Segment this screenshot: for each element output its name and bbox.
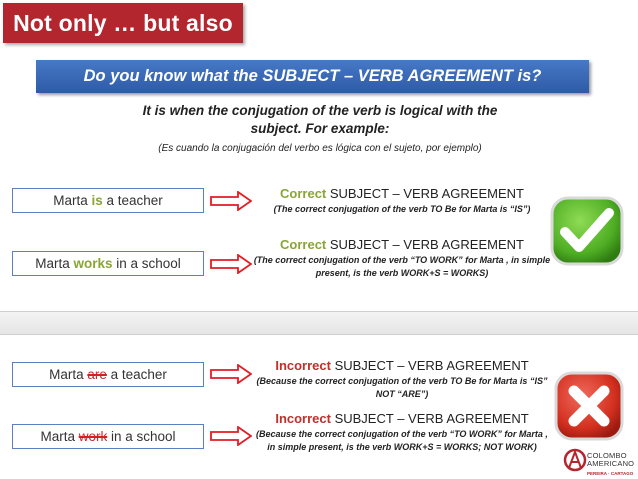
example-verb: is bbox=[91, 193, 103, 208]
example-sentence-4 bbox=[12, 424, 204, 449]
example-verb: work bbox=[78, 429, 108, 444]
check-icon bbox=[549, 195, 625, 267]
arrow-icon bbox=[210, 254, 252, 274]
status-label: Incorrect bbox=[275, 358, 331, 373]
definition-spanish: (Es cuando la conjugación del verbo es lógica con el sujeto, por ejemplo) bbox=[158, 143, 482, 154]
logo-text bbox=[587, 452, 634, 468]
example-verb-struck bbox=[87, 367, 107, 382]
result-label: SUBJECT – VERB AGREEMENT bbox=[326, 186, 524, 201]
result-note: (The correct conjugation of the verb “TO WORK” for Marta , in simple present, is the verb WORK+S = WORKS) bbox=[253, 255, 551, 278]
definition-english bbox=[110, 102, 530, 138]
definition-line-1: It is when the conjugation of the verb is logical with the bbox=[142, 103, 498, 118]
result-label: SUBJECT – VERB AGREEMENT bbox=[326, 237, 524, 252]
example-sentence-1 bbox=[12, 188, 204, 213]
status-label: Correct bbox=[280, 237, 327, 252]
example-sentence-3 bbox=[12, 362, 204, 387]
example-verb-struck bbox=[79, 429, 108, 444]
definition-line-2: subject. For example: bbox=[250, 121, 390, 136]
question-text: Do you know what the SUBJECT – VERB AGREEMENT is? bbox=[83, 67, 542, 85]
page-title: Not only … but also bbox=[13, 9, 233, 36]
result-label: SUBJECT – VERB AGREEMENT bbox=[330, 411, 529, 426]
example-post: in a school bbox=[112, 256, 181, 271]
arrow-icon bbox=[210, 364, 252, 384]
status-label: Incorrect bbox=[275, 411, 331, 426]
example-post: a teacher bbox=[102, 193, 163, 208]
question-banner bbox=[36, 60, 589, 93]
x-icon bbox=[553, 370, 625, 442]
arrow-icon bbox=[210, 426, 252, 446]
logo-line-2: AMERICANO bbox=[587, 459, 635, 468]
example-pre: Marta bbox=[49, 367, 88, 382]
example-pre: Marta bbox=[35, 256, 74, 271]
example-verb: are bbox=[87, 367, 107, 382]
example-pre: Marta bbox=[40, 429, 79, 444]
result-note: (Because the correct conjugation of the verb TO Be for Marta is “IS” NOT “ARE”) bbox=[256, 376, 548, 399]
result-4 bbox=[252, 411, 552, 454]
section-divider bbox=[0, 311, 638, 335]
result-3 bbox=[252, 358, 552, 401]
title-banner bbox=[3, 3, 243, 43]
example-verb: works bbox=[73, 256, 113, 271]
example-sentence-2 bbox=[12, 251, 204, 276]
example-post: a teacher bbox=[106, 367, 167, 382]
result-note: (Because the correct conjugation of the verb “TO WORK” for Marta , in simple present, is the verb WORK+S = WORKS; NOT WORK) bbox=[256, 429, 548, 452]
logo-line-1: COLOMBO bbox=[587, 451, 627, 460]
arrow-icon bbox=[210, 191, 252, 211]
example-post: in a school bbox=[107, 429, 176, 444]
result-1 bbox=[252, 186, 552, 216]
logo-line-3: PEREIRA · CARTAGO bbox=[587, 471, 634, 476]
result-label: SUBJECT – VERB AGREEMENT bbox=[330, 358, 529, 373]
result-note: (The correct conjugation of the verb TO Be for Marta is “IS”) bbox=[273, 204, 531, 214]
example-pre: Marta bbox=[53, 193, 92, 208]
result-2 bbox=[252, 237, 552, 280]
status-label: Correct bbox=[280, 186, 327, 201]
